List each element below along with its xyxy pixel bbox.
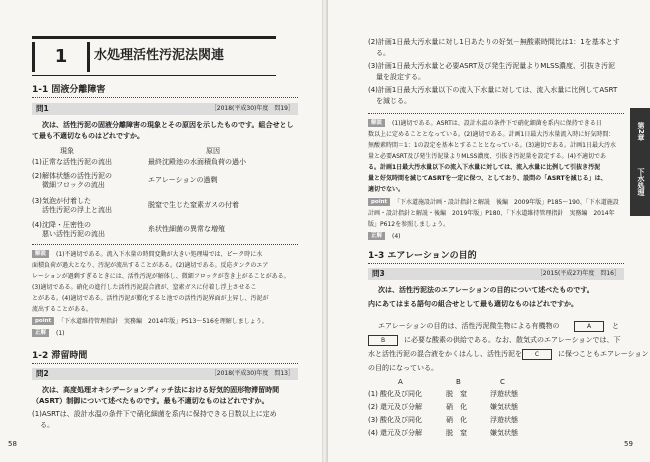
q3-conjunction: と [612,322,619,330]
question-1-label: 問1 [36,104,49,113]
option-phenomenon: 正常な活性汚泥の流出 [42,158,112,166]
option-a: 酸化及び同化 [380,390,422,398]
q3-body-line2: に必要な酸素の供給である。なお、散気式のエアレーションでは、下 [404,336,621,344]
option-number: (1) [32,158,42,166]
question-3-text-line2: 内にあてはまる語句の組合せとして最も適切なものはどれですか。 [368,300,578,308]
section-underline [368,263,624,264]
q3-col-b: B [456,378,461,386]
page-number-left: 58 [8,440,17,448]
q2-explanation-line2: 数以上に定めることとなっている。(2)適切である。計画1日最大汚水量流入時に好気時間： [368,131,615,138]
option-c: 浮遊状態 [490,416,518,424]
option-cause: 糸状性細菌の異常な増殖 [148,225,225,233]
q1-col-cause: 原因 [206,147,220,155]
question-2-year: ［2018(平成30)年度 問13］ [210,370,294,377]
q2-option-2-line2: る。 [376,49,390,57]
option-phenomenon-line2: 活性汚泥の浮上と流出 [42,206,112,214]
q2-explanation-line4: 量と必要ASRT及び発生汚泥量よりMLSS濃度、引抜き汚泥量を設定する。(4)不適切であ [368,153,606,160]
option-number: (4) [368,429,378,437]
q3-col-c: C [500,378,505,386]
option-a: 酸化及び同化 [380,416,422,424]
option-c: 嫌気状態 [490,403,518,411]
q3-body-line4: に保つこともエアレーション [558,350,649,358]
q2-point-line1: 「下水道施設計画・設計指針と解説 後編 2009年版」P185～190、「下水道施設 [394,199,619,206]
section-title-1-2: 1-2 滞留時間 [32,351,88,361]
option-number: (1) [368,390,378,398]
question-1-header [32,103,298,115]
seikai-tag: 正解 [368,232,385,240]
q2-explanation-line5: る。計画1日最大汚水量以下の流入下水量に対しては、流入水量に比例して引抜き汚泥 [368,164,601,171]
section-title-1-1: 1-1 固液分離障害 [32,85,106,95]
option-phenomenon-line2: 悪い活性汚泥の流出 [42,230,105,238]
q2-point-line3: 版」P612を参照しましょう。 [368,221,450,228]
question-1-text-line1: 次は、活性汚泥の固液分離障害の現象とその原因を示したものです。組合せとし [42,121,294,129]
q2-option-4-line1: (4)計画1日最大汚水量以下の流入下水量に対しては、流入水量に比例してASRT [368,86,618,94]
section-title-1-3: 1-3 エアレーションの目的 [368,251,477,261]
q2-option-1-line2: る。 [40,421,54,429]
question-3-label: 問3 [372,269,385,278]
section-underline [32,97,298,98]
question-1-text-line2: て最も不適切なものはどれですか。 [32,132,144,140]
q2-option-4-line2: を減じる。 [376,97,411,105]
question-3-year: ［2015(平成27)年度 問16］ [536,270,620,277]
question-1-year: ［2018(平成30)年度 問19］ [210,105,294,112]
q2-explanation-line6: 量と好気時間を減じてASRTを一定に保つ、としており、設問の「ASRTを減じる」は、 [368,175,607,182]
q2-option-1-line1: (1)ASRTは、設計水温の条件下で硝化細菌を系内に保持できる日数以上に定め [32,410,277,418]
q3-body-line3: 水と活性汚泥の混合液をかくはんし、活性汚泥を [368,350,522,358]
q2-explanation-line7: 適切でない。 [368,186,405,193]
q1-point-text: 「下水道維持管理指針 実務編 2014年版」P513～516を理解しましょう。 [58,318,268,325]
blank-box-b: B [368,335,398,346]
chapter-side-tab [630,108,650,216]
option-a: 還元及び分解 [380,429,422,437]
option-number: (4) [32,221,42,229]
option-phenomenon-line2: 微細フロックの流出 [42,181,105,189]
q2-answer: (4) [392,233,401,240]
option-b: 硝 化 [446,416,467,424]
question-3-text-line1: 次は、活性汚泥法のエアレーションの目的について述べたものです。 [378,286,594,294]
option-b: 脱 窒 [446,429,467,437]
q1-explanation-line4: (3)適切である。硝化の進行した活性汚泥混合液が、窒素ガスに付着し浮上させるこ [32,284,257,291]
q1-explanation-line5: とがある。(4)適切である。活性汚泥が膨化すると池での活性汚泥界面が上昇し、汚泥が [32,295,269,302]
chapter-title: 水処理活性汚泥法関連 [94,48,225,63]
q2-option-3-line1: (3)計画1日最大汚水量と必要ASRT及び発生汚泥量よりMLSS濃度、引抜き汚泥 [368,62,616,70]
q2-explanation-line3: 無酸素時間＝1：1の設定を基本とすることとなっている。(3)適切である。計画1日最大汚水 [368,142,616,149]
option-b: 脱 窒 [446,390,467,398]
q1-col-phenomenon: 現象 [60,147,74,155]
q2-option-3-line2: 量を設定する。 [376,73,425,81]
blank-box-c: C [522,349,552,360]
option-b: 硝 化 [446,403,467,411]
divider [368,113,624,114]
q1-explanation-line2: 面積負荷が過大となり、汚泥が流出することがある。(2)適切である。反応タンクのエア [32,262,269,269]
option-phenomenon: 沈降・圧密性の [42,221,91,229]
q2-explanation-line1: (1)適切である。ASRTは、設計水温の条件下で硝化細菌を系内に保持できる日 [392,120,602,127]
q3-body-line5: の目的になっている。 [368,364,438,372]
divider [32,244,298,245]
q3-col-a: A [398,378,403,386]
chapter-number-box [32,42,90,72]
q3-body-line1: エアレーションの目的は、活性汚泥微生物による有機物の [378,322,560,330]
option-number: (2) [368,403,378,411]
question-2-label: 問2 [36,369,49,378]
q1-explanation-line6: 流出することがある。 [32,306,93,313]
kaisetsu-tag: 解説 [32,250,49,258]
question-2-text-line2: （ASRT）制御について述べたものです。最も不適切なものはどれですか。 [32,397,269,405]
question-2-text-line1: 次は、高度処理オキシデーションディッチ法における好気的固形物滞留時間 [42,386,280,394]
chapter-number: 1 [54,46,68,67]
chapter-header [32,36,276,76]
right-page [328,0,650,462]
tab-chapter-number: 第2章 [637,121,645,141]
option-cause: 脱窒で生じた窒素ガスの付着 [148,201,239,209]
q2-option-2-line1: (2)計画1日最大汚水量に対し1日あたりの好気－無酸素時間比は1：1を基本とす [368,38,620,46]
option-number: (2) [32,172,42,180]
left-page [0,0,322,462]
q1-explanation-line3: レーションが過剰すぎるときには、活性汚泥が解体し、微細フロックが巻き上がることがある。 [32,273,290,280]
q2-point-line2: 計画・設計指針と解説・後編 2019年版」P180、「下水道維持管理指針 実務編 2014年 [368,210,615,217]
option-cause: エアレーションの過剰 [148,176,218,184]
page-number-right: 59 [624,440,633,448]
tab-chapter-title: 下水処理 [637,168,645,196]
seikai-tag: 正解 [32,329,49,337]
section-underline [32,363,298,364]
option-phenomenon: 解体状態の活性汚泥の [42,172,112,180]
q1-explanation-line1: (1)不適切である。流入下水量の時間変動が大きい処理場では、ピーク時に水 [56,251,263,258]
option-number: (3) [368,416,378,424]
point-tag: point [32,317,54,325]
question-3-header [368,268,624,280]
option-a: 還元及び分解 [380,403,422,411]
q1-answer: (1) [56,330,65,337]
question-2-header [32,368,298,380]
point-tag: point [368,198,390,206]
option-number: (3) [32,197,42,205]
option-c: 浮遊状態 [490,390,518,398]
option-cause: 最終沈殿池の水面積負荷の過小 [148,158,246,166]
blank-box-a: A [574,321,604,332]
kaisetsu-tag: 解説 [368,119,385,127]
option-phenomenon: 気泡が付着した [42,197,91,205]
option-c: 嫌気状態 [490,429,518,437]
